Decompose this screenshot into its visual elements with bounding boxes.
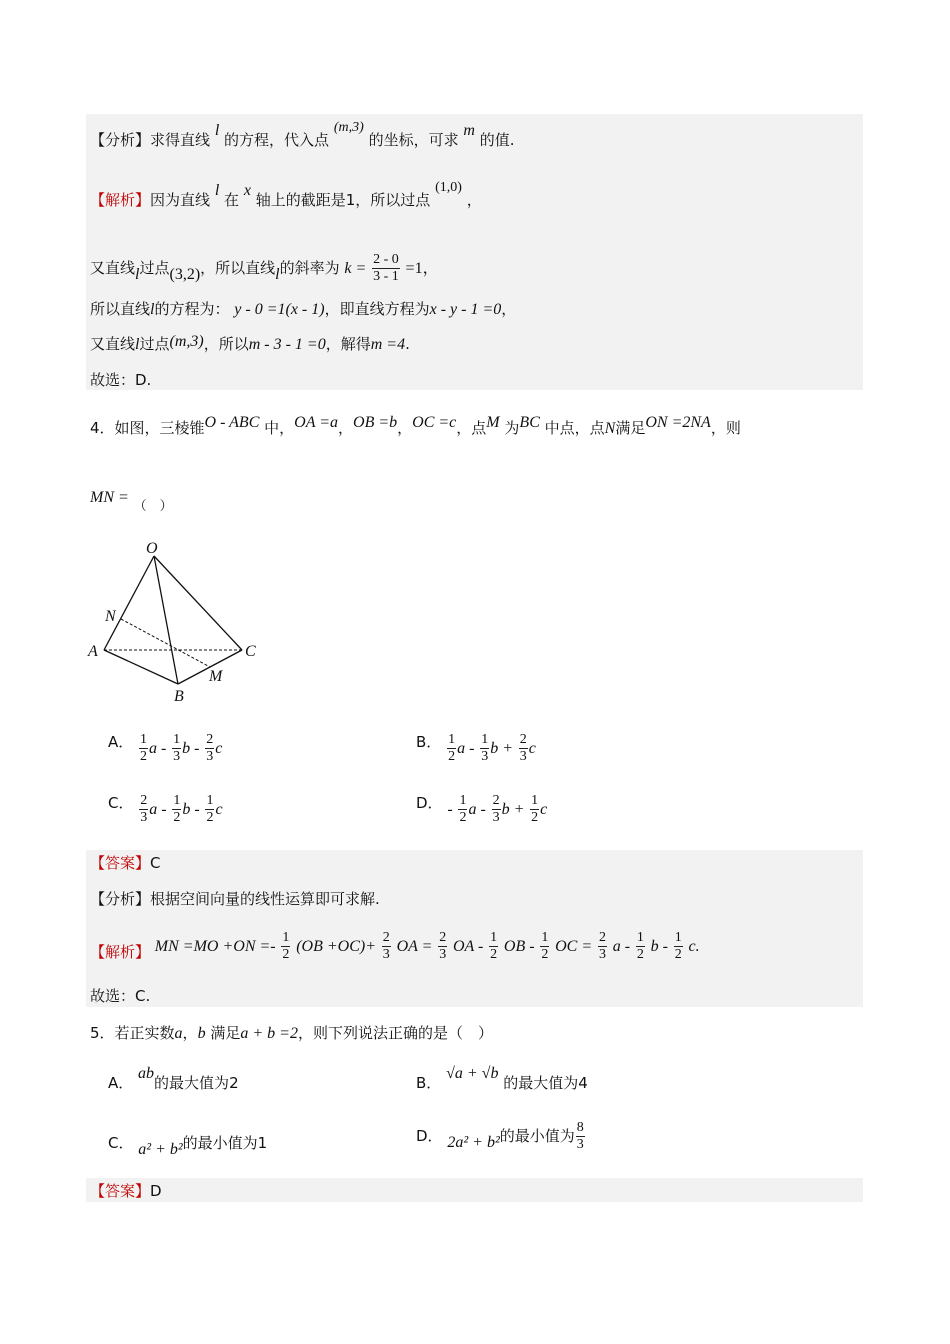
segment-NM-dashed (121, 619, 210, 667)
edge-AB (104, 650, 178, 684)
q4-answer: 【答案】C (90, 854, 161, 872)
q3-solution-line-2: 又直线l过点(3,2)，所以直线l的斜率为 k = $\frac{2 - 0}{3 - 1}$ =1， (90, 252, 439, 284)
q5-stem: 5．若正实数a，b 满足a + b =2，则下列说法正确的是（ ） (90, 1024, 493, 1042)
q4-mn-line: MN = （ ） (90, 489, 173, 514)
q4-choose: 故选：C. (90, 987, 151, 1005)
q4-option-D[interactable]: D． - $\frac{1}{2}$ a - $\frac{2}{3}$ b + $\frac{1}{2}$ c (416, 793, 548, 825)
q4-stem: 4．如图，三棱锥O - ABC 中，OA =a，OB =b，OC =c，点M 为BC 中点，点N满足ON =2NA，则 (90, 414, 741, 437)
q3-solution-line-4: 又直线l过点(m,3)，所以m - 3 - 1 =0，解得m =4. (90, 333, 410, 353)
q3-solution-line-1: 【解析】因为直线 l 在 x 轴上的截距是1，所以过点 (1,0) ， (90, 180, 482, 209)
q4-option-B[interactable]: B． $\frac{1}{2}$ a - $\frac{1}{3}$ b + $\frac{2}{3}$ c (416, 732, 536, 764)
q5-option-B[interactable]: B． √a + √b 的最大值为4 (416, 1065, 588, 1092)
q5-option-D[interactable]: D． 2a² + b²的最小值为 $\frac{8}{3}$ (416, 1120, 584, 1152)
solution-tag: 【解析】 (90, 191, 151, 209)
label-B: B (174, 688, 184, 705)
q5-option-A[interactable]: A． ab的最大值为2 (108, 1065, 239, 1092)
q3-analysis-line: 【分析】求得直线 l 的方程，代入点 (m,3) 的坐标，可求 m 的值. (90, 120, 515, 149)
label-O: O (146, 540, 158, 557)
label-N: N (105, 608, 116, 625)
analysis-tag: 【分析】 (90, 131, 151, 149)
q4-option-A[interactable]: A． $\frac{1}{2}$ a - $\frac{1}{3}$ b - $\frac{2}{3}$ c (108, 732, 223, 764)
q5-answer-box (86, 1178, 863, 1202)
q3-choose: 故选：D. (90, 371, 152, 389)
q4-option-C[interactable]: C． $\frac{2}{3}$ a - $\frac{1}{2}$ b - $\frac{1}{2}$ c (108, 793, 223, 825)
q4-analysis: 【分析】根据空间向量的线性运算即可求解. (90, 890, 380, 908)
slope-fraction: $\frac{2 - 0}{3 - 1}$ (373, 252, 399, 284)
q4-solution-box (86, 850, 863, 1007)
label-A: A (88, 643, 98, 660)
q3-solution-line-3: 所以直线l的方程为： y - 0 =1(x - 1)，即直线方程为x - y - 1 =0， (90, 300, 517, 318)
edge-OC (154, 556, 242, 650)
label-M: M (209, 668, 223, 685)
q4-solution: 【解析】 MN =MO +ON =- $\frac{1}{2}$ (OB +OC)+ $\frac{2}{3}$ OA = $\frac{2}{3}$ OA - $\frac{1}{2}$ OB - $\frac{1}{2}$ OC = $\frac{2}{3}$ a - $\frac{1}{2}$ b - $\frac{1}{2}$ c. (90, 930, 700, 962)
label-C: C (245, 643, 256, 660)
pyramid-figure (84, 536, 264, 706)
q5-answer: 【答案】D (90, 1182, 162, 1200)
edge-OA (104, 556, 154, 650)
q5-option-C[interactable]: C． a² + b²的最小值为1 (108, 1134, 268, 1158)
edge-OB (154, 556, 178, 684)
